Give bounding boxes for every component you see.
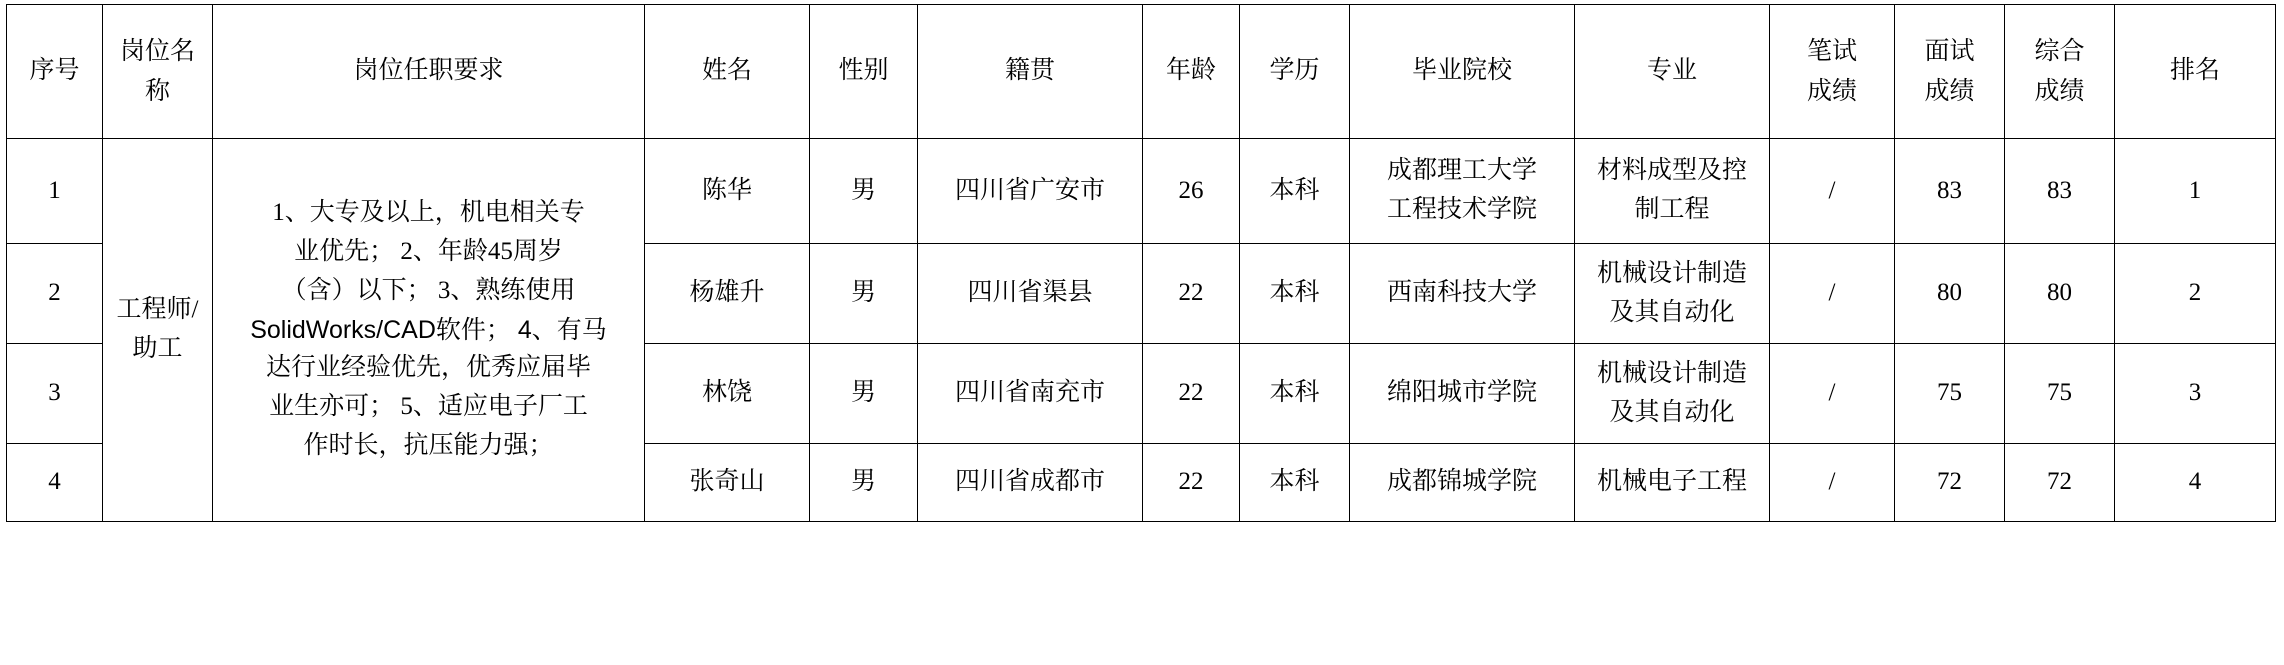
- cell-age: 22: [1143, 444, 1240, 522]
- requirement-line-7: 作时长，抗压能力强；: [303, 431, 554, 459]
- requirement-line-5: 达行业经验优先，优秀应届毕: [265, 354, 591, 382]
- major-line2: 及其自动化: [1609, 398, 1735, 426]
- cell-seq: 4: [7, 444, 103, 522]
- post-name-line1: 工程师/: [116, 296, 199, 324]
- cell-education: 本科: [1240, 244, 1350, 344]
- cell-written-score: /: [1770, 139, 1895, 244]
- school-line2: 工程技术学院: [1386, 196, 1537, 223]
- header-major: 专业: [1575, 5, 1770, 139]
- header-education: 学历: [1240, 5, 1350, 139]
- cell-rank: 4: [2115, 444, 2276, 522]
- table-row: [7, 139, 2276, 244]
- cell-origin: 四川省渠县: [918, 244, 1143, 344]
- cell-rank: 3: [2115, 344, 2276, 444]
- cell-major: [1575, 244, 1770, 344]
- cell-gender: 男: [810, 244, 918, 344]
- cell-education: 本科: [1240, 444, 1350, 522]
- cell-major: 机械电子工程: [1575, 444, 1770, 522]
- major-line2: 及其自动化: [1609, 298, 1735, 326]
- header-interview-score: [1895, 5, 2005, 139]
- requirement-line-4: SolidWorks/CAD软件； 4、有马: [250, 315, 607, 344]
- cell-rank: 1: [2115, 139, 2276, 244]
- cell-school: 成都锦城学院: [1350, 444, 1575, 522]
- school-line1: 成都理工大学: [1386, 157, 1537, 185]
- header-post-name-line2: 称: [144, 77, 170, 105]
- cell-gender: 男: [810, 344, 918, 444]
- header-post-name: [103, 5, 213, 139]
- cell-rank: 2: [2115, 244, 2276, 344]
- cell-post-name: [103, 139, 213, 522]
- header-origin: 籍贯: [918, 5, 1143, 139]
- requirement-line-6: 业生亦可； 5、适应电子厂工: [269, 393, 588, 421]
- header-school: 毕业院校: [1350, 5, 1575, 139]
- table-body: [7, 139, 2276, 522]
- header-written-score-line2: 成绩: [1806, 77, 1857, 105]
- header-total-score-line1: 综合: [2034, 37, 2085, 65]
- cell-origin: 四川省成都市: [918, 444, 1143, 522]
- cell-school: 绵阳城市学院: [1350, 344, 1575, 444]
- cell-name: 林饶: [645, 344, 810, 444]
- header-gender: 性别: [810, 5, 918, 139]
- header-post-name-line1: 岗位名: [119, 37, 195, 65]
- cell-interview-score: 72: [1895, 444, 2005, 522]
- header-rank: 排名: [2115, 5, 2276, 139]
- cell-gender: 男: [810, 139, 918, 244]
- header-written-score-line1: 笔试: [1806, 37, 1857, 65]
- major-line1: 机械设计制造: [1596, 259, 1747, 287]
- cell-education: 本科: [1240, 139, 1350, 244]
- cell-seq: 1: [7, 139, 103, 244]
- cell-total-score: 80: [2005, 244, 2115, 344]
- recruitment-results-table: [6, 4, 2276, 522]
- cell-age: 22: [1143, 244, 1240, 344]
- cell-seq: 2: [7, 244, 103, 344]
- header-total-score-line2: 成绩: [2034, 77, 2085, 105]
- cell-interview-score: 83: [1895, 139, 2005, 244]
- cell-age: 22: [1143, 344, 1240, 444]
- post-name-line2: 助工: [132, 335, 183, 362]
- cell-interview-score: 75: [1895, 344, 2005, 444]
- cell-major: [1575, 139, 1770, 244]
- cell-origin: 四川省广安市: [918, 139, 1143, 244]
- cell-written-score: /: [1770, 244, 1895, 344]
- document-sheet: [0, 4, 2284, 665]
- header-age: 年龄: [1143, 5, 1240, 139]
- requirement-line-2: 业优先； 2、年龄45周岁: [294, 238, 563, 266]
- header-row: [7, 5, 2276, 139]
- cell-requirement: [213, 139, 645, 522]
- cell-gender: 男: [810, 444, 918, 522]
- cell-total-score: 72: [2005, 444, 2115, 522]
- cell-school: 西南科技大学: [1350, 244, 1575, 344]
- header-seq: 序号: [7, 5, 103, 139]
- major-line1: 材料成型及控: [1596, 157, 1747, 185]
- cell-interview-score: 80: [1895, 244, 2005, 344]
- cell-age: 26: [1143, 139, 1240, 244]
- header-name: 姓名: [645, 5, 810, 139]
- header-total-score: [2005, 5, 2115, 139]
- cell-total-score: 83: [2005, 139, 2115, 244]
- cell-school: [1350, 139, 1575, 244]
- cell-written-score: /: [1770, 444, 1895, 522]
- cell-education: 本科: [1240, 344, 1350, 444]
- major-line1: 机械设计制造: [1596, 359, 1747, 387]
- table-header: [7, 5, 2276, 139]
- cell-name: 张奇山: [645, 444, 810, 522]
- cell-major: [1575, 344, 1770, 444]
- header-interview-score-line1: 面试: [1924, 37, 1975, 65]
- header-written-score: [1770, 5, 1895, 139]
- requirement-line-1: 1、大专及以上，机电相关专: [272, 199, 585, 227]
- requirement-line-3: （含）以下； 3、熟练使用: [281, 276, 576, 304]
- header-interview-score-line2: 成绩: [1924, 77, 1975, 105]
- cell-name: 陈华: [645, 139, 810, 244]
- cell-seq: 3: [7, 344, 103, 444]
- cell-origin: 四川省南充市: [918, 344, 1143, 444]
- cell-written-score: /: [1770, 344, 1895, 444]
- cell-total-score: 75: [2005, 344, 2115, 444]
- cell-name: 杨雄升: [645, 244, 810, 344]
- major-line2: 制工程: [1634, 196, 1710, 223]
- header-requirement: 岗位任职要求: [213, 5, 645, 139]
